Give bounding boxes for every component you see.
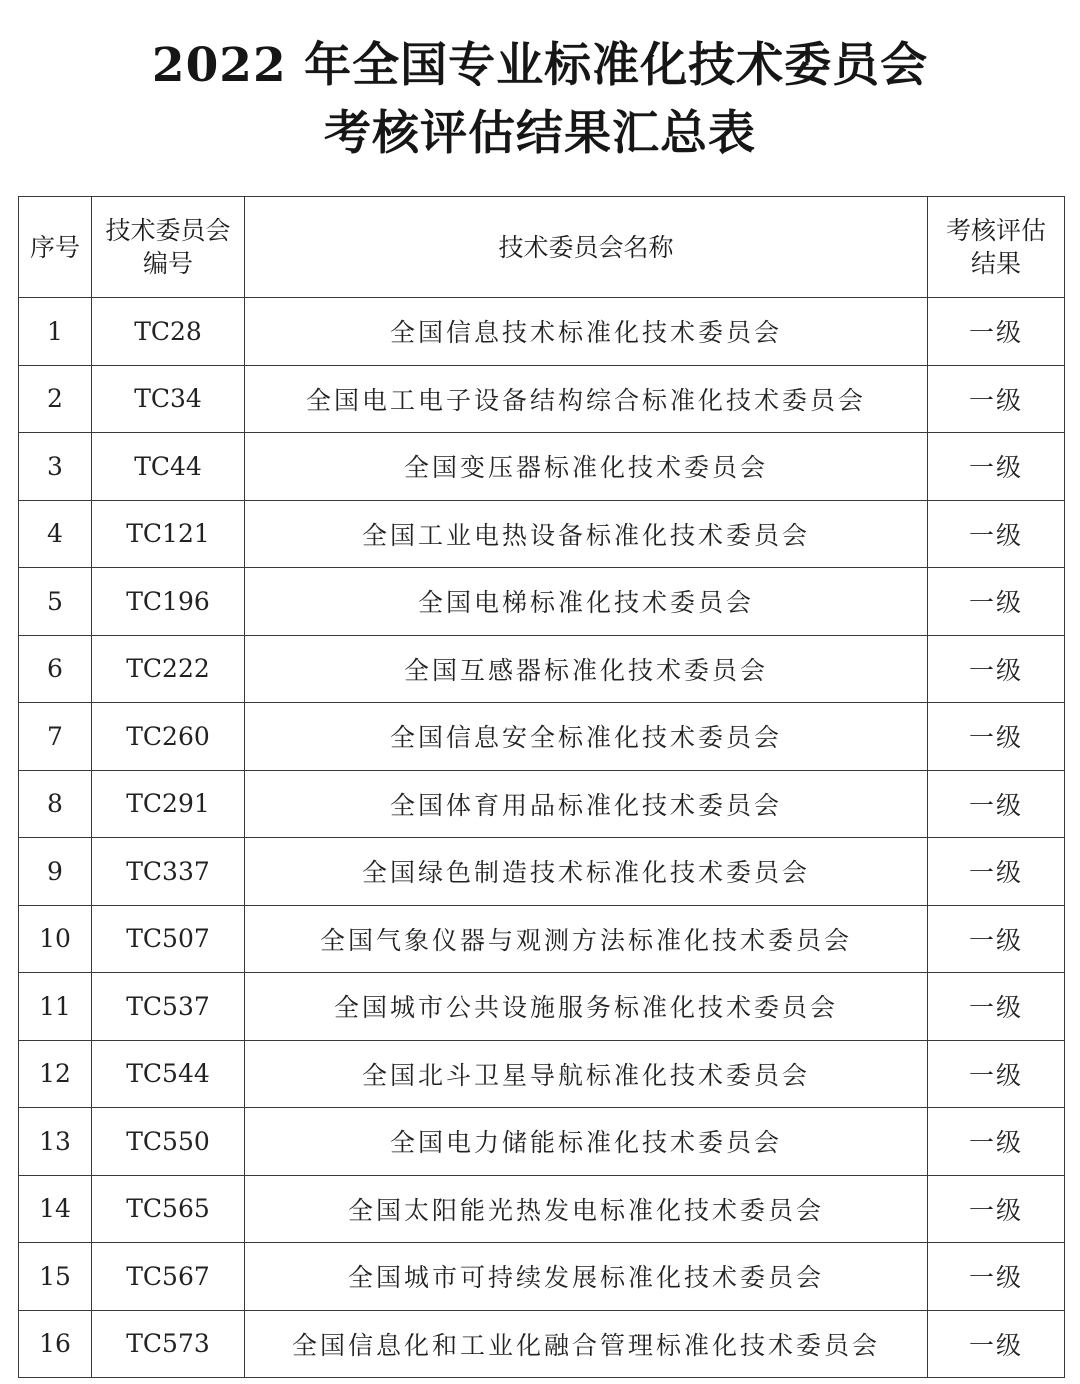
table-row <box>19 1175 1065 1243</box>
row-committee-name-cell: 全国城市公共设施服务标准化技术委员会 <box>245 973 928 1041</box>
table-row <box>19 635 1065 703</box>
row-index-cell: 8 <box>19 770 92 838</box>
row-committee-name-cell: 全国城市可持续发展标准化技术委员会 <box>245 1243 928 1311</box>
row-result-cell: 一级 <box>928 1175 1065 1243</box>
row-committee-code-cell: TC121 <box>92 500 245 568</box>
header-committee-code <box>92 197 245 298</box>
table-row <box>19 365 1065 433</box>
table-row <box>19 973 1065 1041</box>
document-title-line-2: 考核评估结果汇总表 <box>324 106 756 161</box>
row-index-cell: 5 <box>19 568 92 636</box>
table-row <box>19 433 1065 501</box>
row-index-cell: 13 <box>19 1108 92 1176</box>
header-code-line-2: 编号 <box>142 249 193 278</box>
row-committee-code-cell: TC573 <box>92 1310 245 1378</box>
table-row <box>19 568 1065 636</box>
row-committee-name-cell: 全国信息技术标准化技术委员会 <box>245 298 928 366</box>
row-committee-code-cell: TC507 <box>92 905 245 973</box>
row-result-cell: 一级 <box>928 770 1065 838</box>
row-result-cell: 一级 <box>928 365 1065 433</box>
row-index-cell: 12 <box>19 1040 92 1108</box>
row-index-cell: 1 <box>19 298 92 366</box>
table-row <box>19 1243 1065 1311</box>
row-result-cell: 一级 <box>928 568 1065 636</box>
row-committee-code-cell: TC537 <box>92 973 245 1041</box>
row-committee-name-cell: 全国变压器标准化技术委员会 <box>245 433 928 501</box>
row-index-cell: 2 <box>19 365 92 433</box>
row-committee-code-cell: TC260 <box>92 703 245 771</box>
row-committee-code-cell: TC222 <box>92 635 245 703</box>
row-committee-name-cell: 全国信息化和工业化融合管理标准化技术委员会 <box>245 1310 928 1378</box>
row-committee-code-cell: TC28 <box>92 298 245 366</box>
row-index-cell: 9 <box>19 838 92 906</box>
row-result-cell: 一级 <box>928 703 1065 771</box>
assessment-summary-table <box>18 196 1065 1378</box>
row-result-cell: 一级 <box>928 905 1065 973</box>
header-result-line-1: 考核评估 <box>945 216 1046 245</box>
row-committee-name-cell: 全国信息安全标准化技术委员会 <box>245 703 928 771</box>
row-committee-code-cell: TC196 <box>92 568 245 636</box>
row-result-cell: 一级 <box>928 500 1065 568</box>
row-result-cell: 一级 <box>928 1108 1065 1176</box>
row-result-cell: 一级 <box>928 1310 1065 1378</box>
row-committee-name-cell: 全国电工电子设备结构综合标准化技术委员会 <box>245 365 928 433</box>
row-index-cell: 3 <box>19 433 92 501</box>
row-committee-code-cell: TC567 <box>92 1243 245 1311</box>
row-committee-name-cell: 全国工业电热设备标准化技术委员会 <box>245 500 928 568</box>
row-index-cell: 11 <box>19 973 92 1041</box>
row-committee-name-cell: 全国电力储能标准化技术委员会 <box>245 1108 928 1176</box>
row-result-cell: 一级 <box>928 838 1065 906</box>
row-result-cell: 一级 <box>928 1040 1065 1108</box>
row-index-cell: 6 <box>19 635 92 703</box>
row-index-cell: 4 <box>19 500 92 568</box>
table-row <box>19 1310 1065 1378</box>
row-result-cell: 一级 <box>928 433 1065 501</box>
row-index-cell: 16 <box>19 1310 92 1378</box>
row-committee-code-cell: TC544 <box>92 1040 245 1108</box>
row-committee-name-cell: 全国体育用品标准化技术委员会 <box>245 770 928 838</box>
document-title-line-1: 2022 年全国专业标准化技术委员会 <box>151 38 929 93</box>
header-result-line-2: 结果 <box>970 249 1021 278</box>
table-row <box>19 1040 1065 1108</box>
row-result-cell: 一级 <box>928 298 1065 366</box>
row-committee-name-cell: 全国太阳能光热发电标准化技术委员会 <box>245 1175 928 1243</box>
row-committee-code-cell: TC550 <box>92 1108 245 1176</box>
header-assessment-result <box>928 197 1065 298</box>
row-committee-code-cell: TC44 <box>92 433 245 501</box>
header-code-line-1: 技术委员会 <box>105 216 231 245</box>
row-committee-code-cell: TC291 <box>92 770 245 838</box>
row-committee-code-cell: TC34 <box>92 365 245 433</box>
table-row <box>19 500 1065 568</box>
row-result-cell: 一级 <box>928 1243 1065 1311</box>
row-committee-name-cell: 全国北斗卫星导航标准化技术委员会 <box>245 1040 928 1108</box>
table-row <box>19 838 1065 906</box>
row-index-cell: 7 <box>19 703 92 771</box>
header-index <box>19 197 92 298</box>
row-index-cell: 15 <box>19 1243 92 1311</box>
row-result-cell: 一级 <box>928 635 1065 703</box>
row-committee-code-cell: TC565 <box>92 1175 245 1243</box>
row-committee-name-cell: 全国绿色制造技术标准化技术委员会 <box>245 838 928 906</box>
row-committee-name-cell: 全国互感器标准化技术委员会 <box>245 635 928 703</box>
table-row <box>19 905 1065 973</box>
row-committee-code-cell: TC337 <box>92 838 245 906</box>
header-committee-name <box>245 197 928 298</box>
header-name-label: 技术委员会名称 <box>498 232 674 262</box>
row-index-cell: 14 <box>19 1175 92 1243</box>
row-committee-name-cell: 全国电梯标准化技术委员会 <box>245 568 928 636</box>
table-body <box>19 298 1065 1378</box>
table-header-row <box>19 197 1065 298</box>
table-row <box>19 298 1065 366</box>
table-row <box>19 1108 1065 1176</box>
row-index-cell: 10 <box>19 905 92 973</box>
header-index-label: 序号 <box>29 232 80 262</box>
table-row <box>19 703 1065 771</box>
table-row <box>19 770 1065 838</box>
row-committee-name-cell: 全国气象仪器与观测方法标准化技术委员会 <box>245 905 928 973</box>
row-result-cell: 一级 <box>928 973 1065 1041</box>
